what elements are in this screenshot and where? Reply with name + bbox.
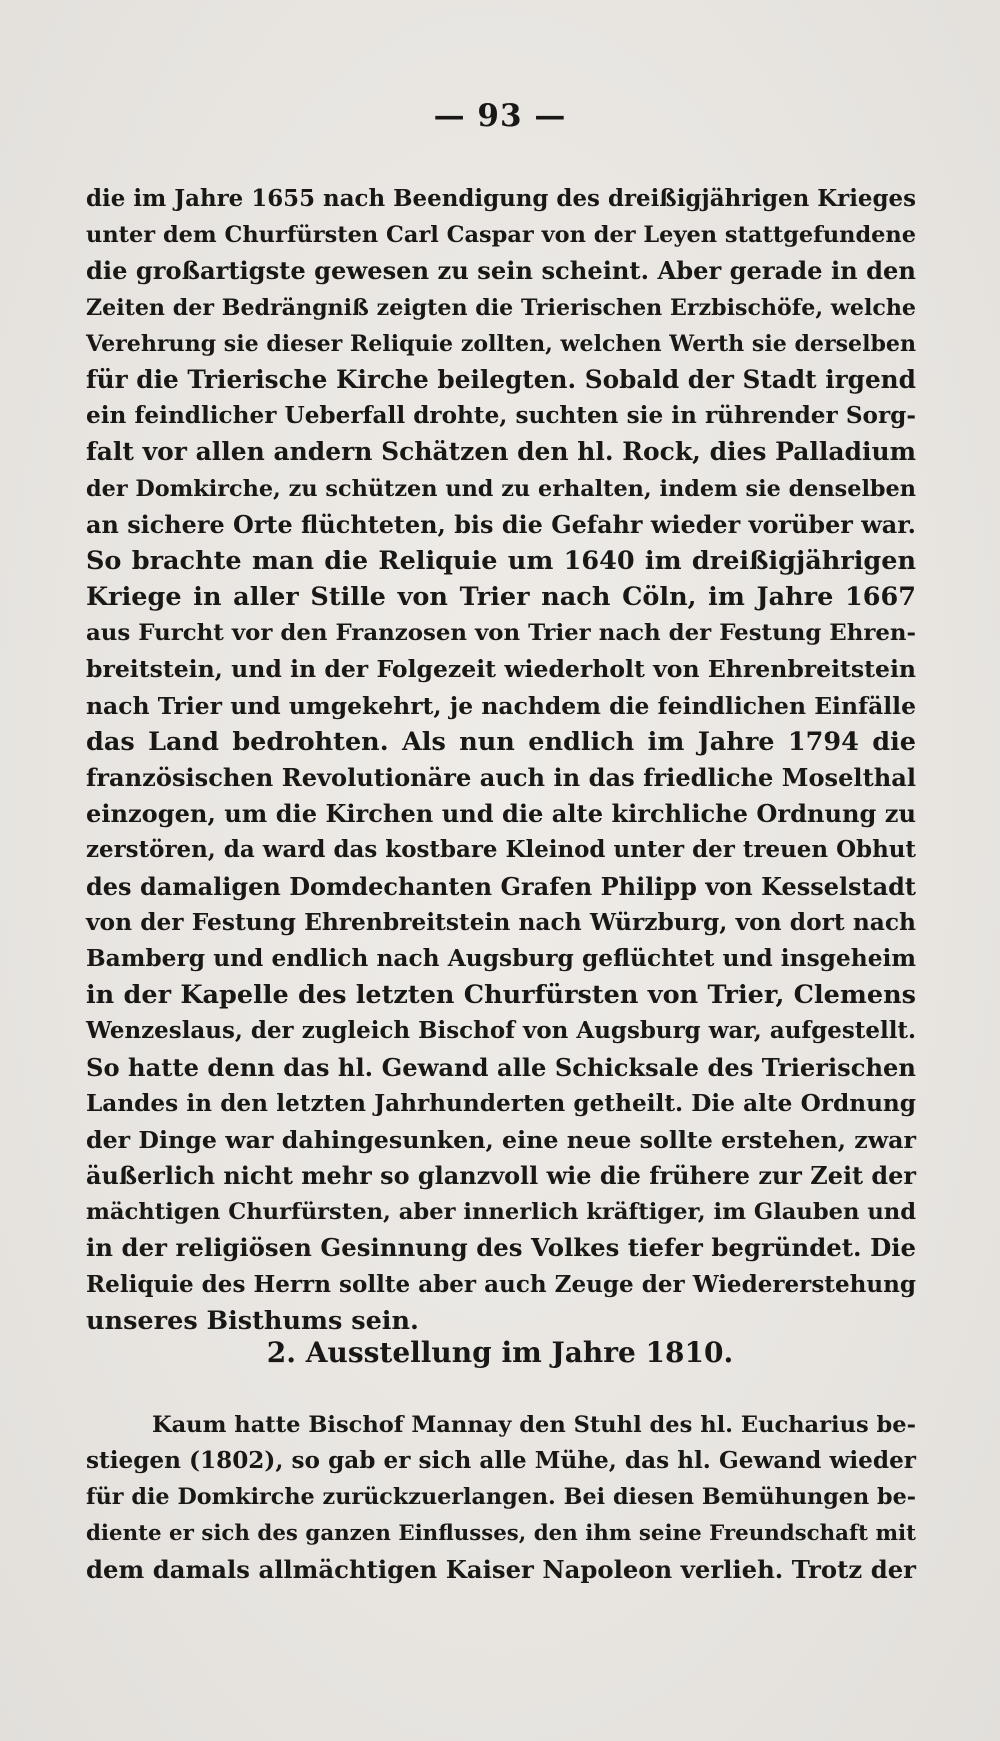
text-line: französischen Revolutionäre auch in das friedliche Moselthal: [86, 763, 916, 792]
text-line: Landes in den letzten Jahrhunderten getheilt. Die alte Ordnung: [86, 1089, 916, 1117]
text-line: unseres Bisthums sein.: [86, 1305, 419, 1336]
text-line: Bamberg und endlich nach Augsburg geflüchtet und insgeheim: [86, 944, 916, 972]
text-line: in der religiösen Gesinnung des Volkes tiefer begründet. Die: [86, 1233, 916, 1263]
text-line: Reliquie des Herrn sollte aber auch Zeuge der Wiedererstehung: [86, 1270, 916, 1298]
text-line: in der Kapelle des letzten Churfürsten von Trier, Clemens: [86, 980, 916, 1011]
text-line: zerstören, da ward das kostbare Kleinod unter der treuen Obhut: [86, 836, 916, 864]
text-line: äußerlich nicht mehr so glanzvoll wie die frühere zur Zeit der: [86, 1162, 916, 1191]
text-line: die großartigste gewesen zu sein scheint. Aber gerade in den: [86, 256, 916, 286]
text-line: So brachte man die Reliquie um 1640 im dreißigjährigen: [86, 545, 916, 576]
text-line: Kriege in aller Stille von Trier nach Cöln, im Jahre 1667: [86, 582, 916, 613]
text-line: der Dinge war dahingesunken, eine neue sollte erstehen, zwar: [86, 1125, 916, 1154]
text-line: nach Trier und umgekehrt, je nachdem die feindlichen Einfälle: [86, 691, 916, 720]
text-line: Kaum hatte Bischof Mannay den Stuhl des hl. Eucharius be-: [152, 1412, 916, 1438]
text-line: von der Festung Ehrenbreitstein nach Würzburg, von dort nach: [86, 908, 916, 936]
text-line: das Land bedrohten. Als nun endlich im Jahre 1794 die: [86, 726, 916, 757]
text-line: stiegen (1802), so gab er sich alle Mühe, das hl. Gewand wieder: [86, 1447, 916, 1475]
page-number: — 93 —: [433, 98, 567, 134]
text-line: Zeiten der Bedrängniß zeigten die Trierischen Erzbischöfe, welche: [86, 294, 916, 321]
text-line: aus Furcht vor den Franzosen von Trier nach der Festung Ehren-: [86, 620, 916, 647]
text-line: falt vor allen andern Schätzen den hl. Rock, dies Palladium: [86, 437, 916, 467]
text-line: die im Jahre 1655 nach Beendigung des dreißigjährigen Krieges: [86, 185, 916, 212]
paragraph-section: [86, 1407, 916, 1588]
text-line: So hatte denn das hl. Gewand alle Schicksale des Trierischen: [86, 1052, 916, 1082]
text-line: dem damals allmächtigen Kaiser Napoleon verlieh. Trotz der: [86, 1554, 916, 1584]
text-line: für die Domkirche zurückzuerlangen. Bei diesen Bemühungen be-: [86, 1484, 916, 1511]
text-line: Verehrung sie dieser Reliquie zollten, welchen Werth sie derselben: [86, 330, 916, 357]
text-line: breitstein, und in der Folgezeit wiederholt von Ehrenbreitstein: [86, 655, 916, 684]
text-line: Wenzeslaus, der zugleich Bischof von Augsburg war, aufgestellt.: [86, 1017, 916, 1045]
text-line: diente er sich des ganzen Einflusses, den ihm seine Freundschaft mit: [86, 1520, 916, 1546]
section-heading: 2. Ausstellung im Jahre 1810.: [266, 1336, 734, 1369]
text-line: des damaligen Domdechanten Grafen Philipp von Kesselstadt: [86, 871, 916, 901]
text-line: unter dem Churfürsten Carl Caspar von der Leyen stattgefundene: [86, 222, 916, 249]
text-line: der Domkirche, zu schützen und zu erhalten, indem sie denselben: [86, 475, 916, 502]
text-line: einzogen, um die Kirchen und die alte kirchliche Ordnung zu: [86, 799, 916, 829]
text-line: für die Trierische Kirche beilegten. Sobald der Stadt irgend: [86, 364, 916, 394]
paragraph-main: [86, 181, 916, 1339]
text-line: ein feindlicher Ueberfall drohte, suchten sie in rührender Sorg-: [86, 402, 916, 430]
text-line: mächtigen Churfürsten, aber innerlich kräftiger, im Glauben und: [86, 1199, 916, 1226]
text-line: an sichere Orte flüchteten, bis die Gefahr wieder vorüber war.: [86, 510, 916, 539]
